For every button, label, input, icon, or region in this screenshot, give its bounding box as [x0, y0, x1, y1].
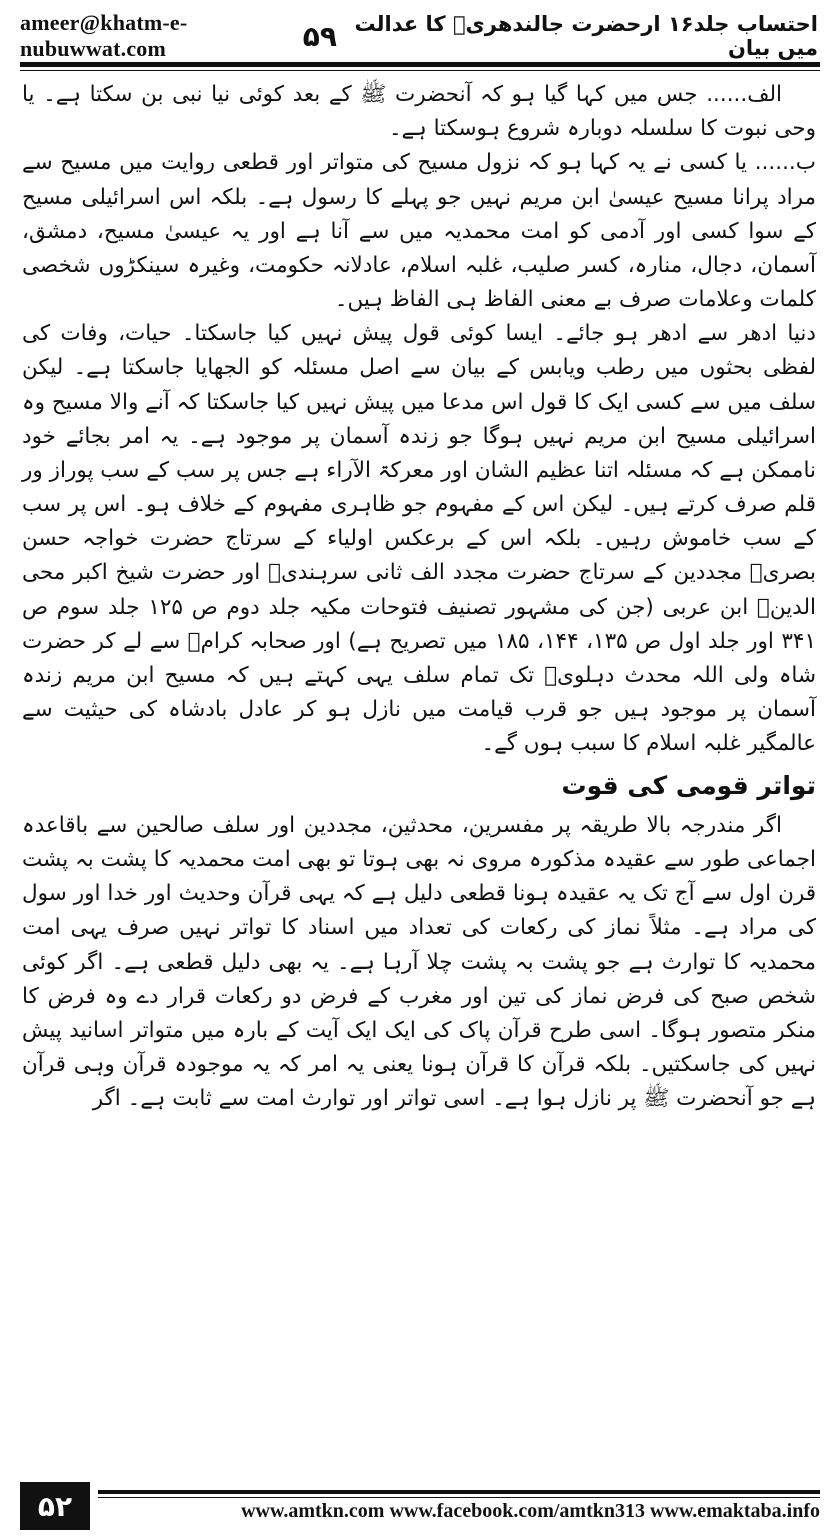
page-footer: [20, 1482, 820, 1534]
paragraph-be: ب...... یا کسی نے یہ کہا ہو کہ نزول مسیح کی متواتر اور قطعی روایت میں مسیح سے مراد پرانا مسیح عیسیٰ ابن مریم نہیں جو پہلے کا رسول ہے۔ بلکہ اس اسرائیلی مسیح کے سوا کسی اور آدمی کو امت محمدیہ میں سے آنا ہے اور یہ عیسیٰ مسیح، دمشق، آسمان، دجال، منارہ، کسر صلیب، غلبہ اسلام، عادلانہ حکومت، وغیرہ سینکڑوں شخصی کلمات وعلامات صرف بے معنی الفاظ ہی الفاظ ہیں۔: [22, 150, 816, 313]
header-page-number: ۵۹: [302, 19, 337, 53]
header-rule-thick: [20, 62, 820, 67]
paragraph-main: دنیا ادھر سے ادھر ہو جائے۔ ایسا کوئی قول پیش نہیں کیا جاسکتا۔ حیات، وفات کی لفظی بحثوں میں رطب ویابس کے بیان سے اصل مسئلہ کو الجھایا جاسکتا ہے۔ لیکن سلف میں سے کسی ایک کا قول اس مدعا میں پیش نہیں کیا جاسکتا کہ آنے والا مسیح وہ اسرائیلی مسیح ابن مریم نہیں ہوگا جو زندہ آسمان پر موجود ہے۔ یہ امر بجائے خود ناممکن ہے کہ مسئلہ اتنا عظیم الشان اور معرکۃ الآراء ہے جس پر سب کے سب پوراز ور قلم صرف کرتے ہیں۔ لیکن اس کے مفہوم جو ظاہری مفہوم کے خلاف ہو۔ اس پر سب کے سب خاموش رہیں۔ بلکہ اس کے برعکس اولیاء کے سرتاج حضرت خواجہ حسن بصریؒ مجددین کے سرتاج حضرت مجدد الف ثانی سرہندیؒ اور حضرت شیخ اکبر محی الدینؒ ابن عربی (جن کی مشہور تصنیف فتوحات مکیہ جلد دوم ص ۱۲۵ جلد سوم ص ۳۴۱ اور جلد اول ص ۱۳۵، ۱۴۴، ۱۸۵ میں تصریح ہے) اور صحابہ کرامؓ سے لے کر حضرت شاہ ولی اللہ محدث دہلویؒ تک تمام سلف یہی کہتے ہیں کہ مسیح ابن مریم زندہ آسمان پر موجود ہیں جو قرب قیامت میں نازل ہو کر عادل بادشاہ کی حیثیت سے عالمگیر غلبہ اسلام کا سبب ہوں گے۔: [22, 321, 816, 757]
header-left: [20, 10, 337, 62]
page-header: [20, 10, 818, 61]
footer-rule-thin: [98, 1497, 820, 1498]
section-heading: تواتر قومی کی قوت: [561, 771, 816, 801]
header-rule-thin: [20, 70, 820, 71]
footer-rule-thick: [98, 1490, 820, 1494]
paragraph-alif: الف...... جس میں کہا گیا ہو کہ آنحضرت ﷺ کے بعد کوئی نیا نبی بن سکتا ہے۔ یا وحی نبوت کا سلسلہ دوبارہ شروع ہوسکتا ہے۔: [22, 82, 816, 142]
header-book-title: احتساب جلد۱۶ ارحضرت جالندھریؒ کا عدالت میں بیان: [354, 12, 818, 60]
paragraph-tawatur: اگر مندرجہ بالا طریقہ پر مفسرین، محدثین، مجددین اور سلف صالحین سے باقاعدہ اجماعی طور سے عقیدہ مذکورہ مروی نہ بھی ہوتا تو بھی امت محمدیہ کا پشت بہ پشت قرن اول سے آج تک یہ عقیدہ ہونا قطعی دلیل ہے کہ یہی قرآن وحدیث اور خدا اور سول کی مراد ہے۔ مثلاً نماز کی رکعات کی تعداد میں اسناد کا تواتر نہیں صرف یہی امت محمدیہ کا توارث ہے جو پشت بہ پشت چلا آرہا ہے۔ یہ بھی دلیل قطعی ہے۔ اگر کوئی شخص صبح کی فرض نماز کی تین اور مغرب کے فرض دو رکعات قرار دے وہ فرض کا منکر متصور ہوگا۔ اسی طرح قرآن پاک کی ایک ایک آیت کے بارہ میں متواتر اسانید پیش نہیں کی جاسکتیں۔ بلکہ قرآن کا قرآن ہونا یعنی یہ امر کہ یہ موجودہ قرآن وہی قرآن ہے جو آنحضرت ﷺ پر نازل ہوا ہے۔ اسی تواتر اور توارث امت سے ثابت ہے۔ اگر: [22, 812, 816, 1112]
footer-page-number: ۵۲: [20, 1482, 90, 1530]
page-body: [22, 78, 816, 1116]
footer-website-links: www.amtkn.com www.facebook.com/amtkn313 www.emaktaba.info: [241, 1500, 820, 1522]
header-email: ameer@khatm-e-nubuwwat.com: [20, 10, 188, 61]
